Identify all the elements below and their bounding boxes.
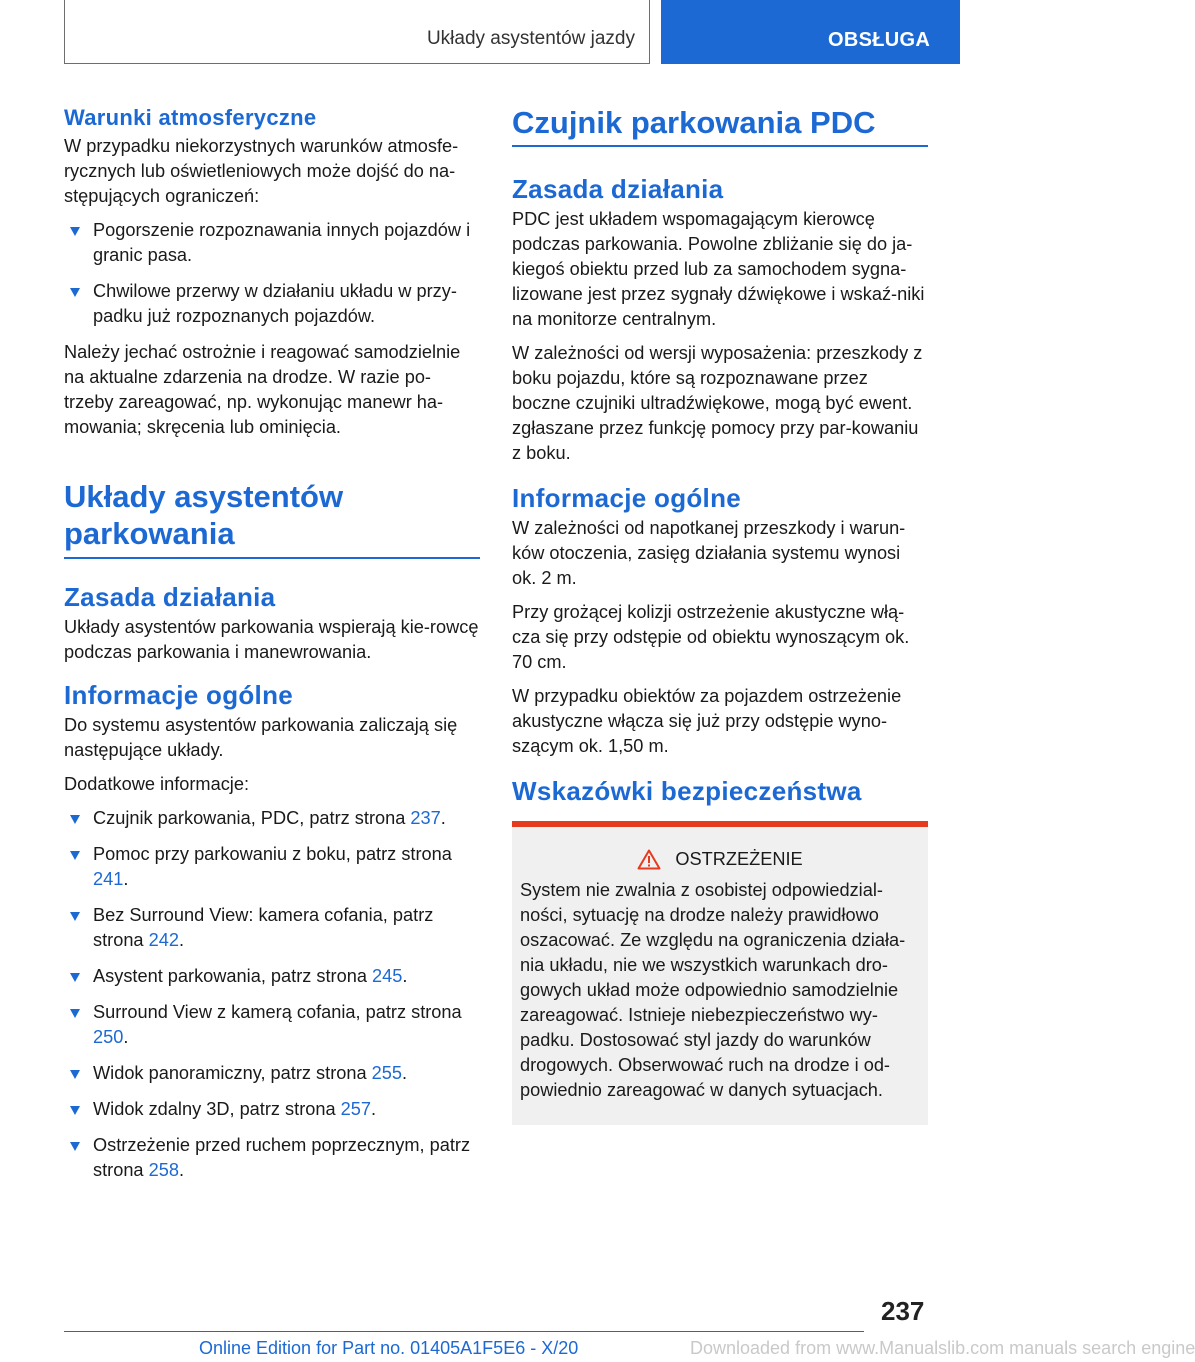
list-item: Surround View z kamerą cofania, patrz strona 250.	[64, 1000, 480, 1050]
right-column	[512, 104, 928, 1125]
triangle-bullet-icon	[70, 1009, 80, 1018]
list-item: Chwilowe przerwy w działaniu układu w przy-padku już rozpoznanych pojazdów.	[64, 279, 480, 329]
weather-intro: W przypadku niekorzystnych warunków atmosfe-rycznych lub oświetleniowych może dojść do na-stępujących ograniczeń:	[64, 136, 459, 206]
title-rule	[512, 145, 928, 147]
footer-edition: Online Edition for Part no. 01405A1F5E6 - X/20	[199, 1338, 579, 1358]
triangle-bullet-icon	[70, 973, 80, 982]
page-link[interactable]: 237	[410, 808, 441, 828]
general-text: Do systemu asystentów parkowania zaliczają się następujące układy.	[64, 715, 458, 760]
more-info-label: Dodatkowe informacje:	[64, 774, 249, 794]
pdc-principle-heading: Zasada działania	[512, 174, 724, 204]
page-number: 237	[881, 1296, 925, 1326]
reference-list	[64, 806, 480, 1183]
warning-label: OSTRZEŻENIE	[675, 849, 803, 869]
warning-text: System nie zwalnia z osobistej odpowiedzial-ności, sytuację na drodze należy prawidłowo oszacować. Ze względu na ograniczenia działa-nia układu, nie we wszystkich warunkach dro-gowych układ może odpowiednio samodzielnie zareagować. Istnieje niebezpieczeństwo wy-padku. Dostosować styl jazdy do warunków drogowych. Obserwować ruch na drodze i od-powiednio zareagować w danych sytuacjach.	[520, 880, 906, 1100]
triangle-bullet-icon	[70, 1142, 80, 1151]
list-item: Pomoc przy parkowaniu z boku, patrz strona 241.	[64, 842, 480, 892]
page-link[interactable]: 245	[372, 966, 403, 986]
warning-triangle-icon	[637, 849, 661, 870]
pdc-general-p2: Przy grożącej kolizji ostrzeżenie akustyczne włą-cza się przy odstępie od obiektu wynoszącym ok. 70 cm.	[512, 602, 910, 672]
list-item: Asystent parkowania, patrz strona 245.	[64, 964, 480, 989]
principle-heading: Zasada działania	[64, 582, 276, 612]
pdc-general-p3: W przypadku obiektów za pojazdem ostrzeżenie akustyczne włącza się już przy odstępie wyno-szącym ok. 1,50 m.	[512, 686, 902, 756]
pdc-title: Czujnik parkowania PDC	[512, 105, 876, 140]
list-item: Bez Surround View: kamera cofania, patrz strona 242.	[64, 903, 480, 953]
triangle-bullet-icon	[70, 912, 80, 921]
weather-note: Należy jechać ostrożnie i reagować samodzielnie na aktualne zdarzenia na drodze. W razie po-trzeby zareagować, np. wykonując manewr ha-mowania; skręcenia lub ominięcia.	[64, 342, 461, 437]
footer-watermark: Downloaded from www.Manualslib.com manuals search engine	[690, 1338, 1195, 1358]
page-link[interactable]: 241	[93, 869, 124, 889]
header-chapter-label: OBSŁUGA	[828, 29, 931, 51]
page-link[interactable]: 250	[93, 1027, 124, 1047]
header-chapter-tab	[661, 0, 960, 64]
list-item: Czujnik parkowania, PDC, patrz strona 237.	[64, 806, 480, 831]
safety-heading: Wskazówki bezpieczeństwa	[512, 776, 862, 806]
pdc-principle-p1: PDC jest układem wspomagającym kierowcę podczas parkowania. Powolne zbliżanie się do ja-kiegoś obiektu przed lub za samochodem sygna-lizowane jest przez sygnały dźwiękowe i wskaź-niki na monitorze centralnym.	[512, 209, 925, 329]
triangle-bullet-icon	[70, 227, 80, 236]
list-item: Widok panoramiczny, patrz strona 255.	[64, 1061, 480, 1086]
triangle-bullet-icon	[70, 288, 80, 297]
principle-text: Układy asystentów parkowania wspierają kie-rowcę podczas parkowania i manewrowania.	[64, 617, 479, 662]
triangle-bullet-icon	[70, 815, 80, 824]
left-column	[64, 104, 480, 1194]
weather-heading: Warunki atmosferyczne	[64, 105, 317, 130]
footer-rule	[64, 1331, 864, 1332]
list-item: Ostrzeżenie przed ruchem poprzecznym, patrz strona 258.	[64, 1133, 480, 1183]
title-rule	[64, 557, 480, 559]
warning-header	[520, 847, 920, 872]
list-item: Widok zdalny 3D, patrz strona 257.	[64, 1097, 480, 1122]
page-link[interactable]: 258	[148, 1160, 179, 1180]
list-item: Pogorszenie rozpoznawania innych pojazdów i granic pasa.	[64, 218, 480, 268]
triangle-bullet-icon	[70, 1106, 80, 1115]
weather-list	[64, 218, 480, 329]
page-link[interactable]: 257	[340, 1099, 372, 1119]
pdc-principle-p2: W zależności od wersji wyposażenia: przeszkody z boku pojazdu, które są rozpoznawane przez boczne czujniki ultradźwiękowe, mogą być ewent. zgłaszane przez funkcję pomocy przy par-kowaniu z boku.	[512, 343, 923, 463]
warning-box	[512, 821, 928, 1125]
page-link[interactable]: 255	[371, 1063, 403, 1083]
header-section-box	[64, 0, 650, 64]
pdc-general-heading: Informacje ogólne	[512, 483, 742, 513]
header-section-title: Układy asystentów jazdy	[426, 28, 635, 49]
triangle-bullet-icon	[70, 851, 80, 860]
parking-systems-title: Układy asystentów parkowania	[64, 479, 344, 551]
page-link[interactable]: 242	[148, 930, 179, 950]
triangle-bullet-icon	[70, 1070, 80, 1079]
pdc-general-p1: W zależności od napotkanej przeszkody i warun-ków otoczenia, zasięg działania systemu wynosi ok. 2 m.	[512, 518, 906, 588]
general-heading: Informacje ogólne	[64, 680, 294, 710]
